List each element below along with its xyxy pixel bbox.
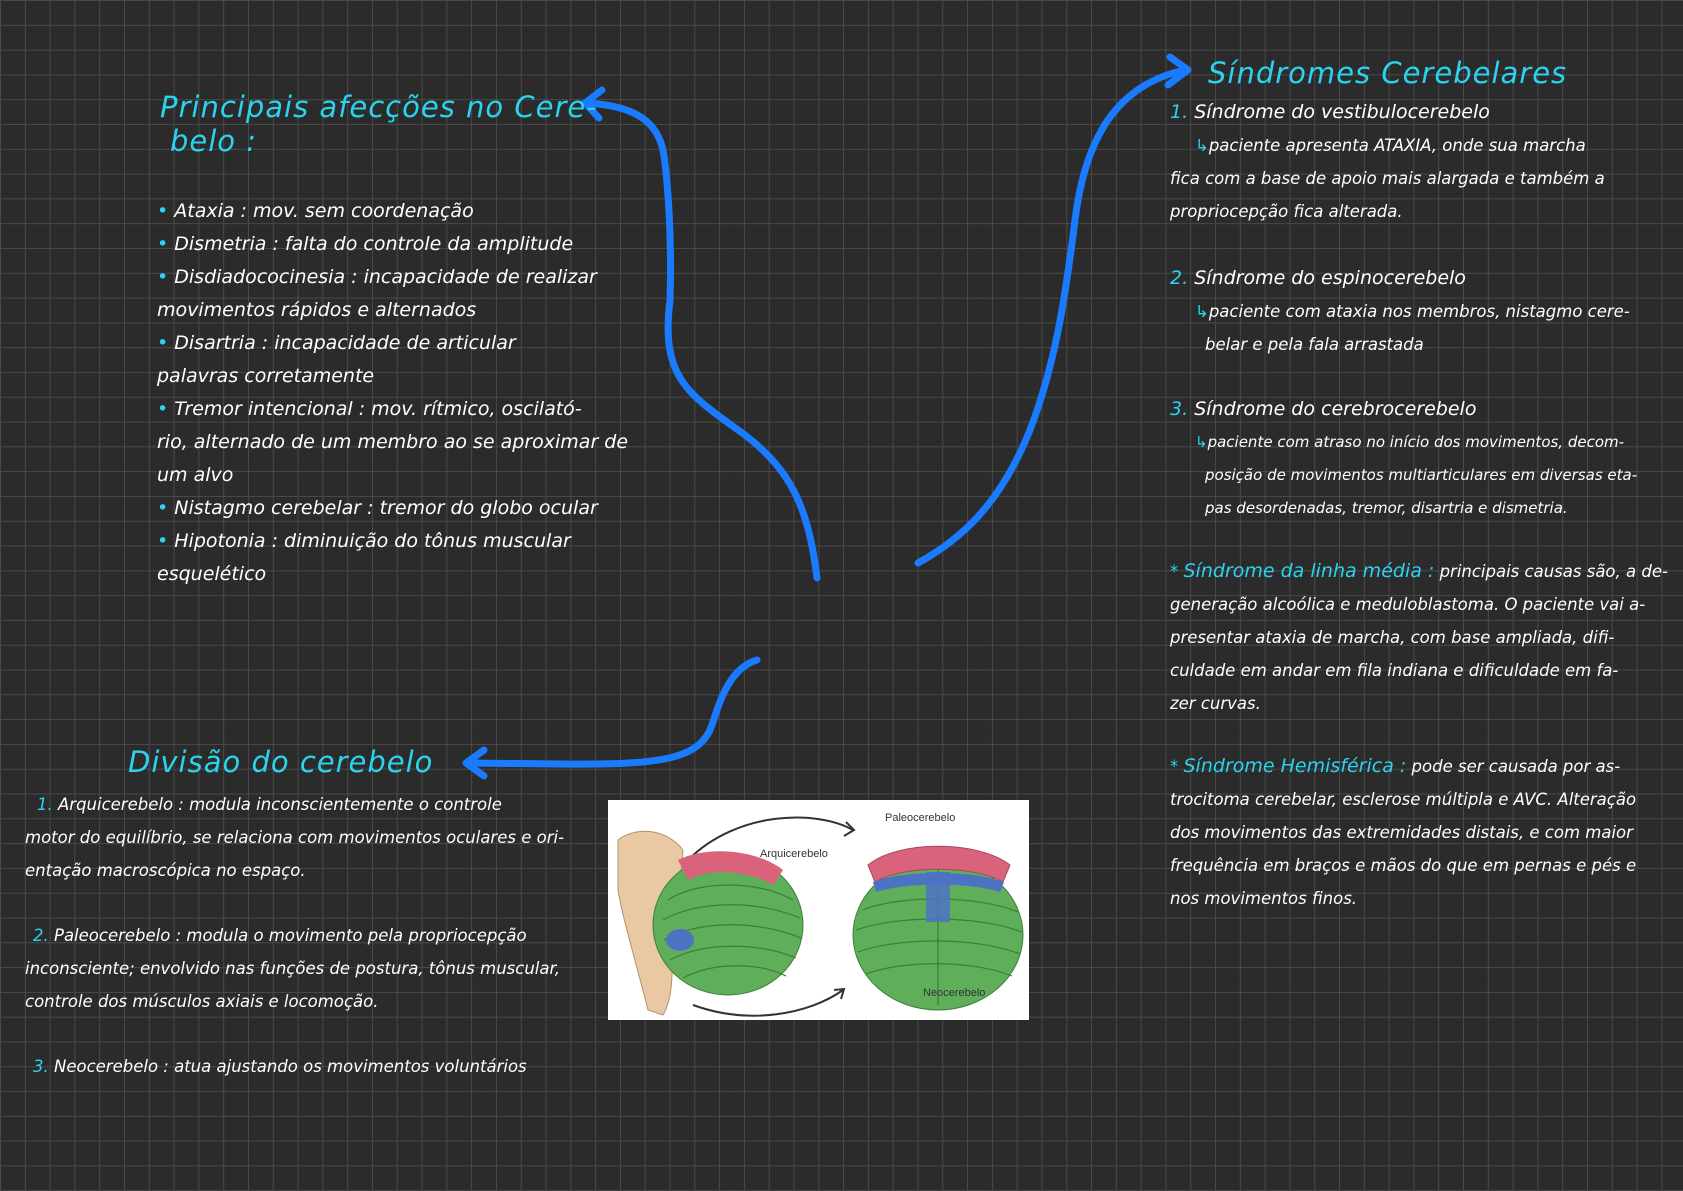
bullet: • — [157, 530, 169, 552]
list-item — [157, 195, 628, 228]
item-number: 2. — [1170, 267, 1189, 289]
item-text: propriocepção fica alterada. — [1170, 202, 1403, 221]
item-number: 3. — [1170, 398, 1189, 420]
afeccoes-title-line-1: Principais afecções no Cere- — [160, 90, 598, 124]
divisao-list — [25, 788, 564, 1083]
arrow-to-divisao-head — [466, 750, 484, 776]
list-item — [157, 327, 628, 393]
item-text: motor do equilíbrio, se relaciona com movimentos oculares e ori- — [25, 828, 565, 847]
item-text: generação alcoólica e meduloblastoma. O paciente vai a- — [1170, 595, 1646, 614]
item-text: posição de movimentos multiarticulares em diversas eta- — [1205, 466, 1638, 484]
arrow-to-sindromes — [918, 70, 1185, 563]
item-text: Paleocerebelo : modula o movimento pela propriocepção — [54, 926, 527, 945]
star-icon: * — [1170, 562, 1179, 581]
item-number: 3. — [33, 1057, 49, 1076]
afeccoes-title — [160, 90, 598, 158]
item-number: 1. — [1170, 101, 1189, 123]
divisao-title: Divisão do cerebelo — [128, 745, 434, 779]
item-text: Neocerebelo : atua ajustando os movimentos voluntários — [54, 1057, 527, 1076]
sub-arrow-icon: ↳ — [1195, 302, 1209, 321]
linha-media-title: Síndrome da linha média : — [1183, 560, 1435, 582]
sindromes-title: Síndromes Cerebelares — [1208, 56, 1568, 90]
figure-label-arquicerebelo: Arquicerebelo — [760, 848, 828, 860]
item-text: culdade em andar em fila indiana e dificuldade em fa- — [1170, 661, 1619, 680]
item-text: esquelético — [157, 563, 267, 585]
list-item — [25, 919, 564, 1018]
item-title: Síndrome do vestibulocerebelo — [1194, 101, 1490, 123]
arrow-to-sindromes-head — [1168, 57, 1188, 85]
list-item — [1170, 262, 1675, 361]
list-item — [157, 393, 628, 492]
item-text: um alvo — [157, 464, 234, 486]
item-number: 2. — [33, 926, 49, 945]
star-icon: * — [1170, 757, 1179, 776]
bullet: • — [157, 200, 169, 222]
item-text: presentar ataxia de marcha, com base ampliada, difi- — [1170, 628, 1615, 647]
sindromes-list — [1170, 96, 1675, 915]
afeccoes-list — [157, 195, 628, 591]
item-text: controle dos músculos axiais e locomoção. — [25, 992, 379, 1011]
sub-arrow-icon: ↳ — [1195, 433, 1208, 451]
cerebellum-figure — [608, 800, 1029, 1020]
list-item — [157, 228, 628, 261]
bullet: • — [157, 332, 169, 354]
bullet: • — [157, 233, 169, 255]
afeccoes-title-line-2: belo : — [170, 124, 258, 158]
item-text: Tremor intencional : mov. rítmico, oscilató- — [174, 398, 582, 420]
item-title: Síndrome do espinocerebelo — [1194, 267, 1466, 289]
item-text: Disartria : incapacidade de articular — [174, 332, 516, 354]
item-text: pode ser causada por as- — [1411, 757, 1621, 776]
item-text: paciente com ataxia nos membros, nistagmo cere- — [1208, 302, 1630, 321]
bullet: • — [157, 497, 169, 519]
item-text: frequência em braços e mãos do que em pernas e pés e — [1170, 856, 1637, 875]
arrow-to-divisao — [468, 660, 757, 764]
bullet: • — [157, 266, 169, 288]
item-text: paciente apresenta ATAXIA, onde sua marcha — [1208, 136, 1586, 155]
item-title: Síndrome do cerebrocerebelo — [1194, 398, 1477, 420]
item-text: nos movimentos finos. — [1170, 889, 1358, 908]
item-text: paciente com atraso no início dos movimentos, decom- — [1207, 433, 1625, 451]
item-text: Disdiadococinesia : incapacidade de realizar — [174, 266, 597, 288]
item-text: Ataxia : mov. sem coordenação — [174, 200, 474, 222]
item-text: Dismetria : falta do controle da amplitude — [174, 233, 574, 255]
item-text: fica com a base de apoio mais alargada e também a — [1170, 169, 1605, 188]
item-text: dos movimentos das extremidades distais, e com maior — [1170, 823, 1633, 842]
sub-arrow-icon: ↳ — [1195, 136, 1209, 155]
figure-label-neocerebelo: Neocerebelo — [923, 987, 986, 999]
linha-media-block — [1170, 555, 1675, 720]
item-text: pas desordenadas, tremor, disartria e dismetria. — [1205, 499, 1568, 517]
item-text: inconsciente; envolvido nas funções de postura, tônus muscular, — [25, 959, 560, 978]
list-item — [157, 261, 628, 327]
item-text: Nistagmo cerebelar : tremor do globo ocular — [174, 497, 598, 519]
list-item — [157, 525, 628, 591]
hemisferica-title: Síndrome Hemisférica : — [1183, 755, 1407, 777]
item-text: belar e pela fala arrastada — [1205, 335, 1424, 354]
list-item — [157, 492, 628, 525]
item-text: principais causas são, a de- — [1439, 562, 1668, 581]
item-text: Arquicerebelo : modula inconscientemente o controle — [58, 795, 502, 814]
item-text: rio, alternado de um membro ao se aproximar de — [157, 431, 629, 453]
list-item — [25, 788, 564, 887]
hemisferica-block — [1170, 750, 1675, 915]
bullet: • — [157, 398, 169, 420]
item-text: movimentos rápidos e alternados — [157, 299, 477, 321]
item-text: Hipotonia : diminuição do tônus muscular — [174, 530, 571, 552]
item-number: 1. — [37, 795, 53, 814]
list-item — [1170, 96, 1675, 228]
figure-label-paleocerebelo: Paleocerebelo — [885, 812, 956, 824]
item-text: palavras corretamente — [157, 365, 375, 387]
list-item — [1170, 393, 1675, 525]
item-text: entação macroscópica no espaço. — [25, 861, 306, 880]
item-text: trocitoma cerebelar, esclerose múltipla e AVC. Alteração — [1170, 790, 1637, 809]
list-item — [25, 1050, 564, 1083]
item-text: zer curvas. — [1170, 694, 1261, 713]
